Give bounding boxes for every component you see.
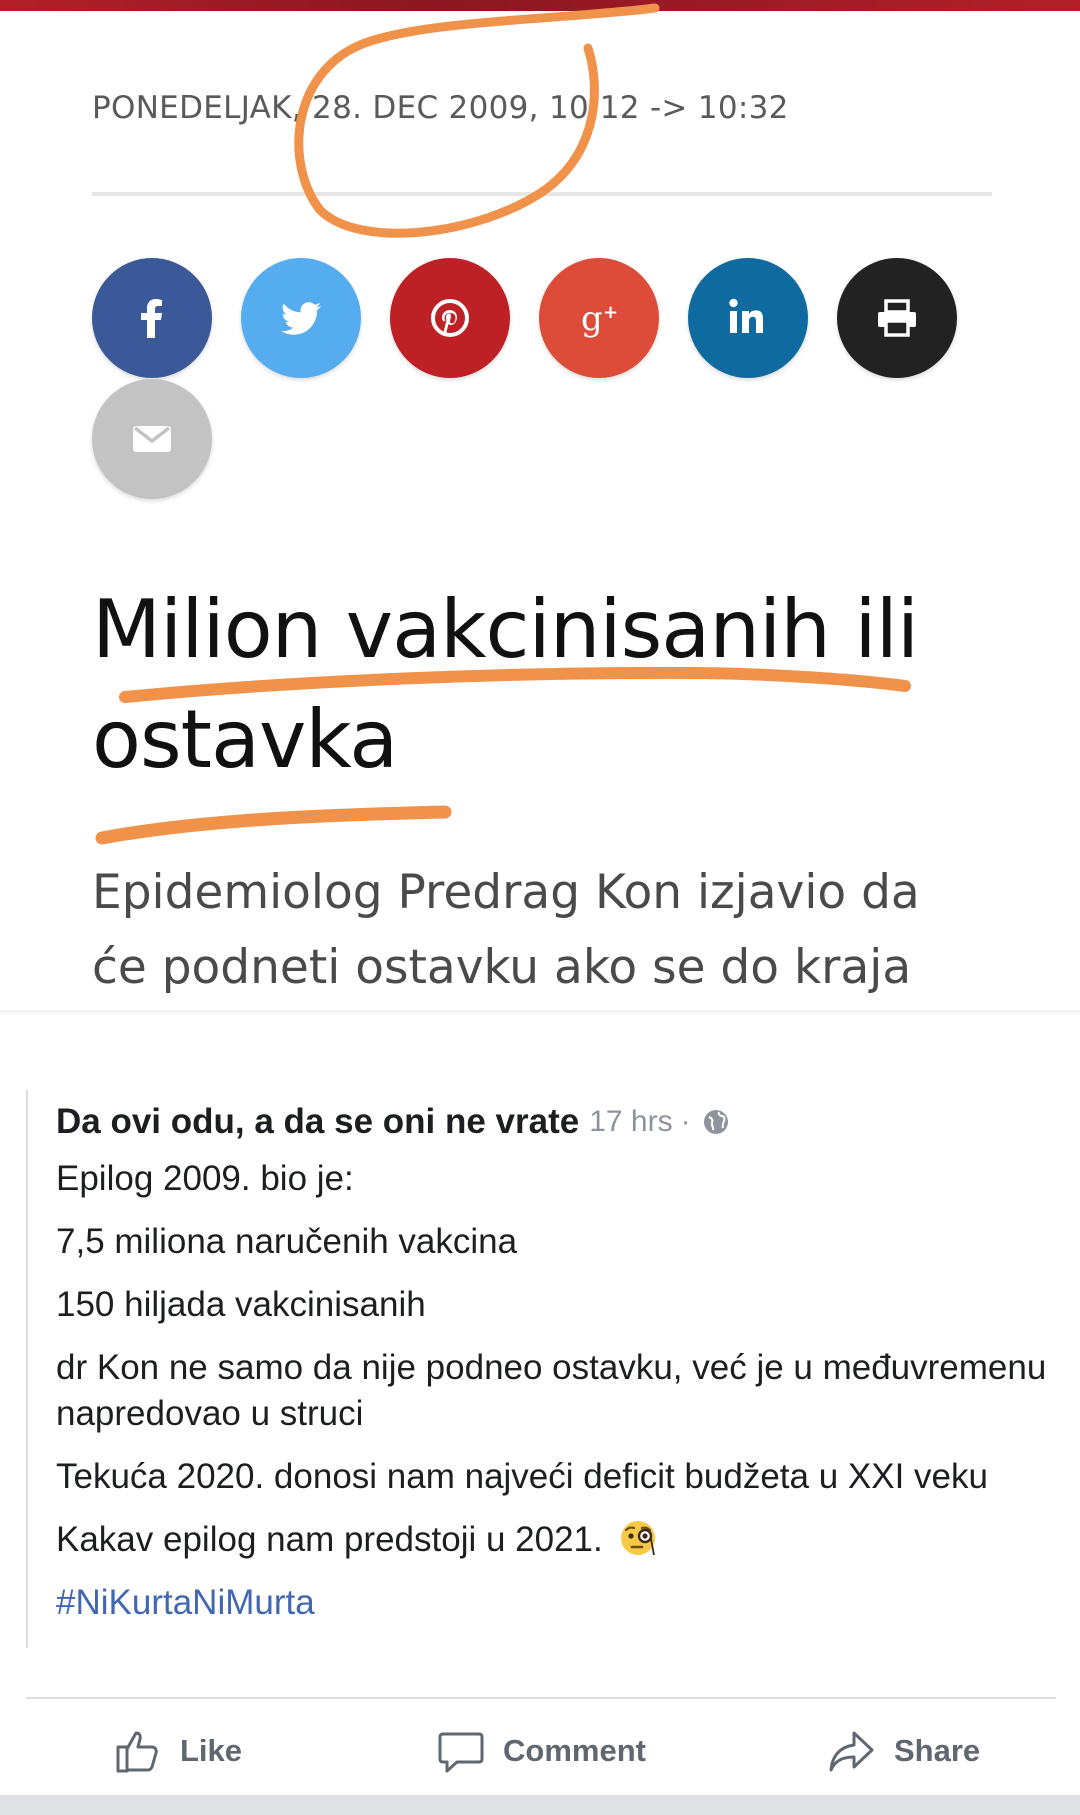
svg-text:+: + [603, 302, 619, 323]
post-line-6-text: Kakav epilog nam predstoji u 2021. [56, 1520, 603, 1559]
ostavka-underline [102, 812, 445, 838]
google-plus-share-button[interactable] [539, 258, 659, 378]
google-plus-icon [569, 288, 629, 348]
article-lede [92, 855, 1022, 1005]
post-header [56, 1092, 731, 1152]
pinterest-share-button[interactable] [390, 258, 510, 378]
linkedin-icon [718, 288, 778, 348]
post-actions [0, 1706, 1080, 1796]
globe-icon [701, 1107, 731, 1137]
email-share-button[interactable] [92, 379, 212, 499]
facebook-icon [122, 288, 182, 348]
post-hashtag[interactable]: #NiKurtaNiMurta [56, 1583, 315, 1622]
twitter-share-button[interactable] [241, 258, 361, 378]
post-time[interactable]: 17 hrs [589, 1105, 673, 1138]
post-line-1: Epilog 2009. bio je: [56, 1159, 354, 1198]
svg-text:g: g [581, 299, 603, 339]
twitter-icon [271, 288, 331, 348]
lede-line-1: Epidemiolog Predrag Kon izjavio da [92, 865, 920, 920]
post-line-2: 7,5 miliona naručenih vakcina [56, 1222, 518, 1261]
post-line-3: 150 hiljada vakcinisanih [56, 1285, 426, 1324]
share-label: Share [894, 1733, 981, 1768]
print-icon [867, 288, 927, 348]
email-icon [122, 409, 182, 469]
post-line-6 [56, 1517, 1056, 1563]
site-top-bar [0, 0, 1080, 11]
comment-icon [435, 1725, 487, 1777]
post-line-5: Tekuća 2020. donosi nam najveći deficit budžeta u XXI veku [56, 1457, 988, 1496]
article-dateline: PONEDELJAK, 28. DEC 2009, 10:12 -> 10:32 [92, 90, 789, 126]
headline-line-2: ostavka [92, 693, 398, 786]
pinterest-icon [420, 288, 480, 348]
like-label: Like [180, 1733, 243, 1768]
face-with-monocle-icon [618, 1517, 658, 1557]
linkedin-share-button[interactable] [688, 258, 808, 378]
share-button[interactable] [826, 1706, 980, 1796]
headline-line-1: Milion vakcinisanih ili [92, 583, 919, 676]
post-author[interactable]: Da ovi odu, a da se oni ne vrate [56, 1102, 580, 1141]
feed-separator-strip [0, 1795, 1080, 1815]
dateline-divider [92, 192, 992, 196]
facebook-post [0, 1016, 1080, 1815]
post-body [56, 1156, 1056, 1643]
article-headline [92, 575, 992, 795]
thumbs-up-icon [112, 1725, 164, 1777]
post-line-4: dr Kon ne samo da nije podneo ostavku, već je u međuvremenu napredovao u struci [56, 1348, 1047, 1433]
comment-button[interactable] [435, 1706, 646, 1796]
quote-bar [26, 1090, 28, 1648]
print-share-button[interactable] [837, 258, 957, 378]
comment-label: Comment [503, 1733, 646, 1768]
lede-line-2: će podneti ostavku ako se do kraja [92, 940, 912, 995]
share-arrow-icon [826, 1725, 878, 1777]
actions-divider [26, 1697, 1056, 1699]
meta-separator: · [680, 1105, 691, 1138]
share-buttons [92, 258, 992, 508]
facebook-share-button[interactable] [92, 258, 212, 378]
like-button[interactable] [112, 1706, 242, 1796]
